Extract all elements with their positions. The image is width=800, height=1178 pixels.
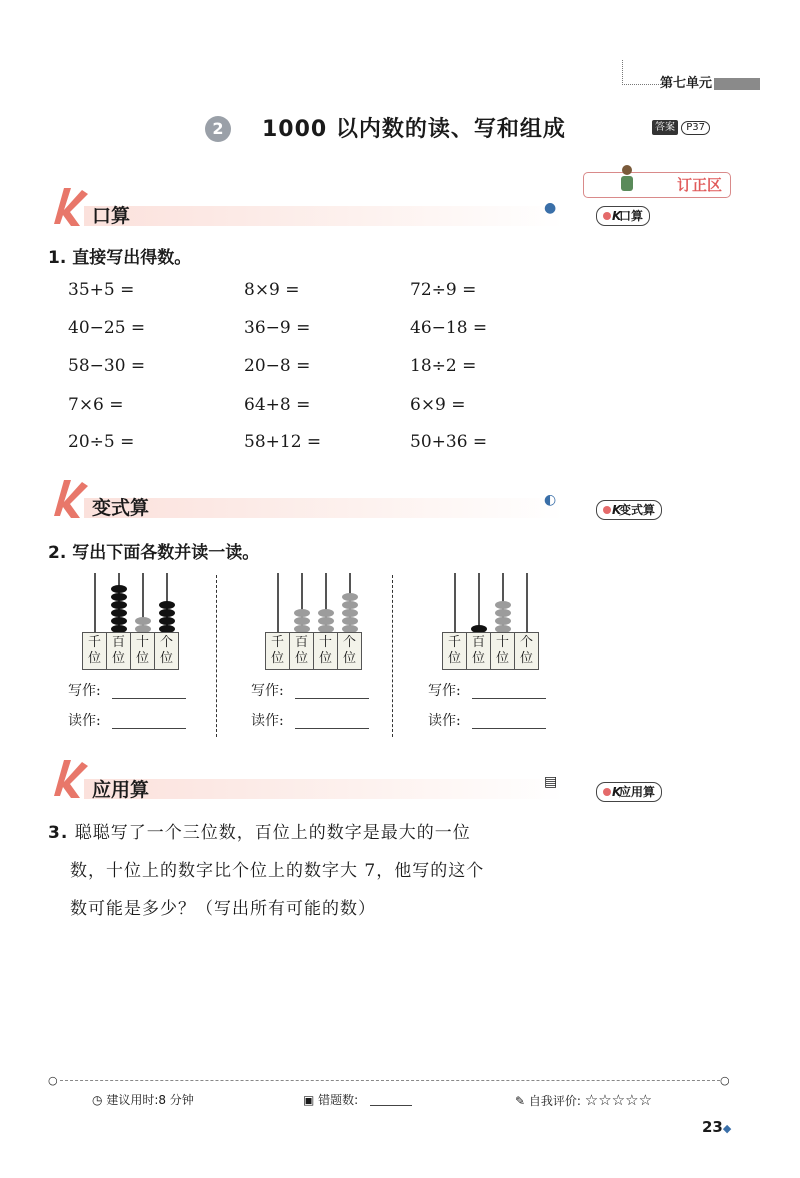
abacus-bead — [342, 593, 358, 601]
section-bar-oral — [84, 206, 564, 226]
place-label: 十 位 — [491, 633, 515, 669]
calc-expression: 18÷2 = — [410, 356, 477, 376]
abacus-bead — [495, 601, 511, 609]
calc-expression: 46−18 = — [410, 318, 488, 338]
write-label: 写作: — [251, 683, 284, 699]
abacus-bead — [342, 609, 358, 617]
tag-dot-icon — [603, 212, 611, 220]
abacus — [82, 565, 202, 670]
calc-expression: 36−9 = — [244, 318, 311, 338]
read-blank[interactable] — [472, 728, 546, 729]
question-1-number: 1. — [48, 248, 67, 268]
place-label: 千 位 — [443, 633, 467, 669]
place-label: 十 位 — [314, 633, 338, 669]
section-bar-applied — [84, 779, 564, 799]
suggested-time-label: 建议用时:8 分钟 — [106, 1093, 194, 1107]
place-label: 千 位 — [266, 633, 290, 669]
abacus — [442, 565, 562, 670]
error-count-label: 错题数: — [318, 1093, 359, 1107]
calc-expression: 40−25 = — [68, 318, 146, 338]
question-3-line-1 — [48, 818, 471, 843]
read-label: 读作: — [68, 713, 101, 729]
self-evaluation — [515, 1091, 652, 1109]
correction-zone — [583, 172, 731, 198]
place-label: 十 位 — [131, 633, 155, 669]
abacus-place-frame — [442, 632, 539, 670]
footer-right-marker-icon: ○ — [720, 1074, 730, 1087]
abacus-bead — [318, 617, 334, 625]
k-logo-icon — [44, 184, 88, 228]
abacus-place-frame — [265, 632, 362, 670]
abacus-rod — [526, 573, 528, 634]
question-3-text-1: 聪聪写了一个三位数，百位上的数字是最大的一位 — [74, 823, 471, 843]
lightbulb-icon: ● — [544, 200, 557, 216]
place-label: 个 位 — [342, 635, 356, 666]
write-label: 写作: — [428, 683, 461, 699]
abacus-bead — [111, 601, 127, 609]
question-3-line-3: 数可能是多少？（写出所有可能的数） — [70, 899, 376, 919]
divider-dashed — [392, 575, 393, 737]
tag-applied-label: 应用算 — [619, 785, 656, 799]
self-evaluation-label: 自我评价: — [528, 1094, 581, 1108]
calc-expression: 64+8 = — [244, 395, 311, 415]
page-number-value: 23 — [702, 1118, 723, 1136]
place-label: 百 位 — [467, 633, 491, 669]
section-title-applied: 应用算 — [92, 779, 150, 801]
place-label: 个 位 — [519, 635, 533, 666]
calc-expression: 72÷9 = — [410, 280, 477, 300]
page-number — [702, 1118, 731, 1136]
clock-icon: ◷ — [92, 1093, 103, 1107]
tag-oral: K 口算 — [596, 206, 650, 226]
star-icon[interactable]: ☆ — [584, 1091, 599, 1109]
k-logo-icon — [44, 756, 88, 800]
calc-expression: 35+5 = — [68, 280, 135, 300]
abacus-bead — [111, 585, 127, 593]
abacus-bead — [111, 593, 127, 601]
tag-dot-icon — [603, 788, 611, 796]
star-icon[interactable]: ☆ — [638, 1091, 653, 1109]
question-1 — [48, 243, 191, 268]
abacus-rod — [94, 573, 96, 634]
student-icon — [618, 163, 636, 193]
read-label: 读作: — [251, 713, 284, 729]
answer-page: P37 — [681, 121, 710, 135]
abacus-place-frame — [82, 632, 179, 670]
tag-dot-icon — [603, 506, 611, 514]
unit-tab-label: 第七单元 — [660, 76, 713, 91]
star-icon[interactable]: ☆ — [611, 1091, 626, 1109]
abacus-bead — [111, 609, 127, 617]
write-label: 写作: — [68, 683, 101, 699]
footer-left-marker-icon: ○ — [48, 1074, 58, 1087]
abacus-bead — [342, 617, 358, 625]
answer-reference — [652, 120, 732, 135]
section-bar-variant — [84, 498, 564, 518]
calc-expression: 20−8 = — [244, 356, 311, 376]
abacus-rod — [277, 573, 279, 634]
footer-dashline — [60, 1080, 720, 1081]
write-blank[interactable] — [112, 698, 186, 699]
place-label: 百 位 — [290, 633, 314, 669]
place-label: 个 位 — [159, 635, 173, 666]
notebook-icon: ▤ — [544, 774, 558, 790]
write-blank[interactable] — [295, 698, 369, 699]
calc-expression: 6×9 = — [410, 395, 466, 415]
question-2-text: 写出下面各数并读一读。 — [72, 543, 260, 563]
abacus-rod — [454, 573, 456, 634]
abacus-bead — [342, 601, 358, 609]
question-2-number: 2. — [48, 543, 67, 563]
abacus-bead — [318, 609, 334, 617]
star-icon[interactable]: ☆ — [625, 1091, 639, 1109]
question-3-number: 3. — [48, 823, 69, 843]
abacus — [265, 565, 385, 670]
place-label: 百 位 — [107, 633, 131, 669]
abacus-bead — [294, 617, 310, 625]
suggested-time — [92, 1091, 194, 1108]
page-arrow-icon: ◆ — [722, 1122, 732, 1135]
abacus-bead — [135, 617, 151, 625]
read-blank[interactable] — [112, 728, 186, 729]
read-label: 读作: — [428, 713, 461, 729]
calc-expression: 7×6 = — [68, 395, 124, 415]
lesson-number-badge: 2 — [205, 116, 231, 142]
tag-variant: K 变式算 — [596, 500, 662, 520]
calc-expression: 8×9 = — [244, 280, 300, 300]
answer-label: 答案 — [652, 120, 678, 135]
rating-stars[interactable] — [584, 1091, 653, 1109]
read-blank[interactable] — [295, 728, 369, 729]
abacus-bead — [495, 617, 511, 625]
section-title-variant: 变式算 — [92, 497, 150, 519]
section-title-oral: 口算 — [92, 205, 131, 227]
unit-tab — [660, 74, 760, 94]
correction-zone-label: 订正区 — [676, 176, 722, 194]
calc-expression: 58+12 = — [244, 432, 322, 452]
abacus-bead — [159, 609, 175, 617]
abacus-bead — [111, 617, 127, 625]
pencil-icon: ✎ — [515, 1094, 526, 1108]
write-blank[interactable] — [472, 698, 546, 699]
abacus-bead — [495, 609, 511, 617]
calc-expression: 58−30 = — [68, 356, 146, 376]
abacus-bead — [159, 601, 175, 609]
k-logo-icon — [44, 476, 88, 520]
divider-dashed — [216, 575, 217, 737]
tag-applied: K 应用算 — [596, 782, 662, 802]
unit-tab-connector — [622, 60, 663, 85]
star-icon[interactable]: ☆ — [598, 1091, 612, 1109]
abacus-bead — [159, 617, 175, 625]
globe-icon: ◐ — [544, 492, 557, 508]
calc-expression: 20÷5 = — [68, 432, 135, 452]
calc-expression: 50+36 = — [410, 432, 488, 452]
error-icon: ▣ — [303, 1093, 315, 1107]
error-count-blank[interactable] — [370, 1105, 412, 1106]
unit-tab-bar — [714, 78, 760, 90]
question-2 — [48, 538, 259, 563]
place-label: 千 位 — [83, 633, 107, 669]
question-3-line-2: 数，十位上的数字比个位上的数字大 7，他写的这个 — [70, 861, 485, 881]
tag-oral-label: 口算 — [619, 209, 644, 223]
abacus-bead — [294, 609, 310, 617]
error-count — [303, 1091, 358, 1108]
page-title: 1000 以内数的读、写和组成 — [262, 117, 566, 142]
question-1-text: 直接写出得数。 — [72, 248, 192, 268]
tag-variant-label: 变式算 — [619, 503, 656, 517]
